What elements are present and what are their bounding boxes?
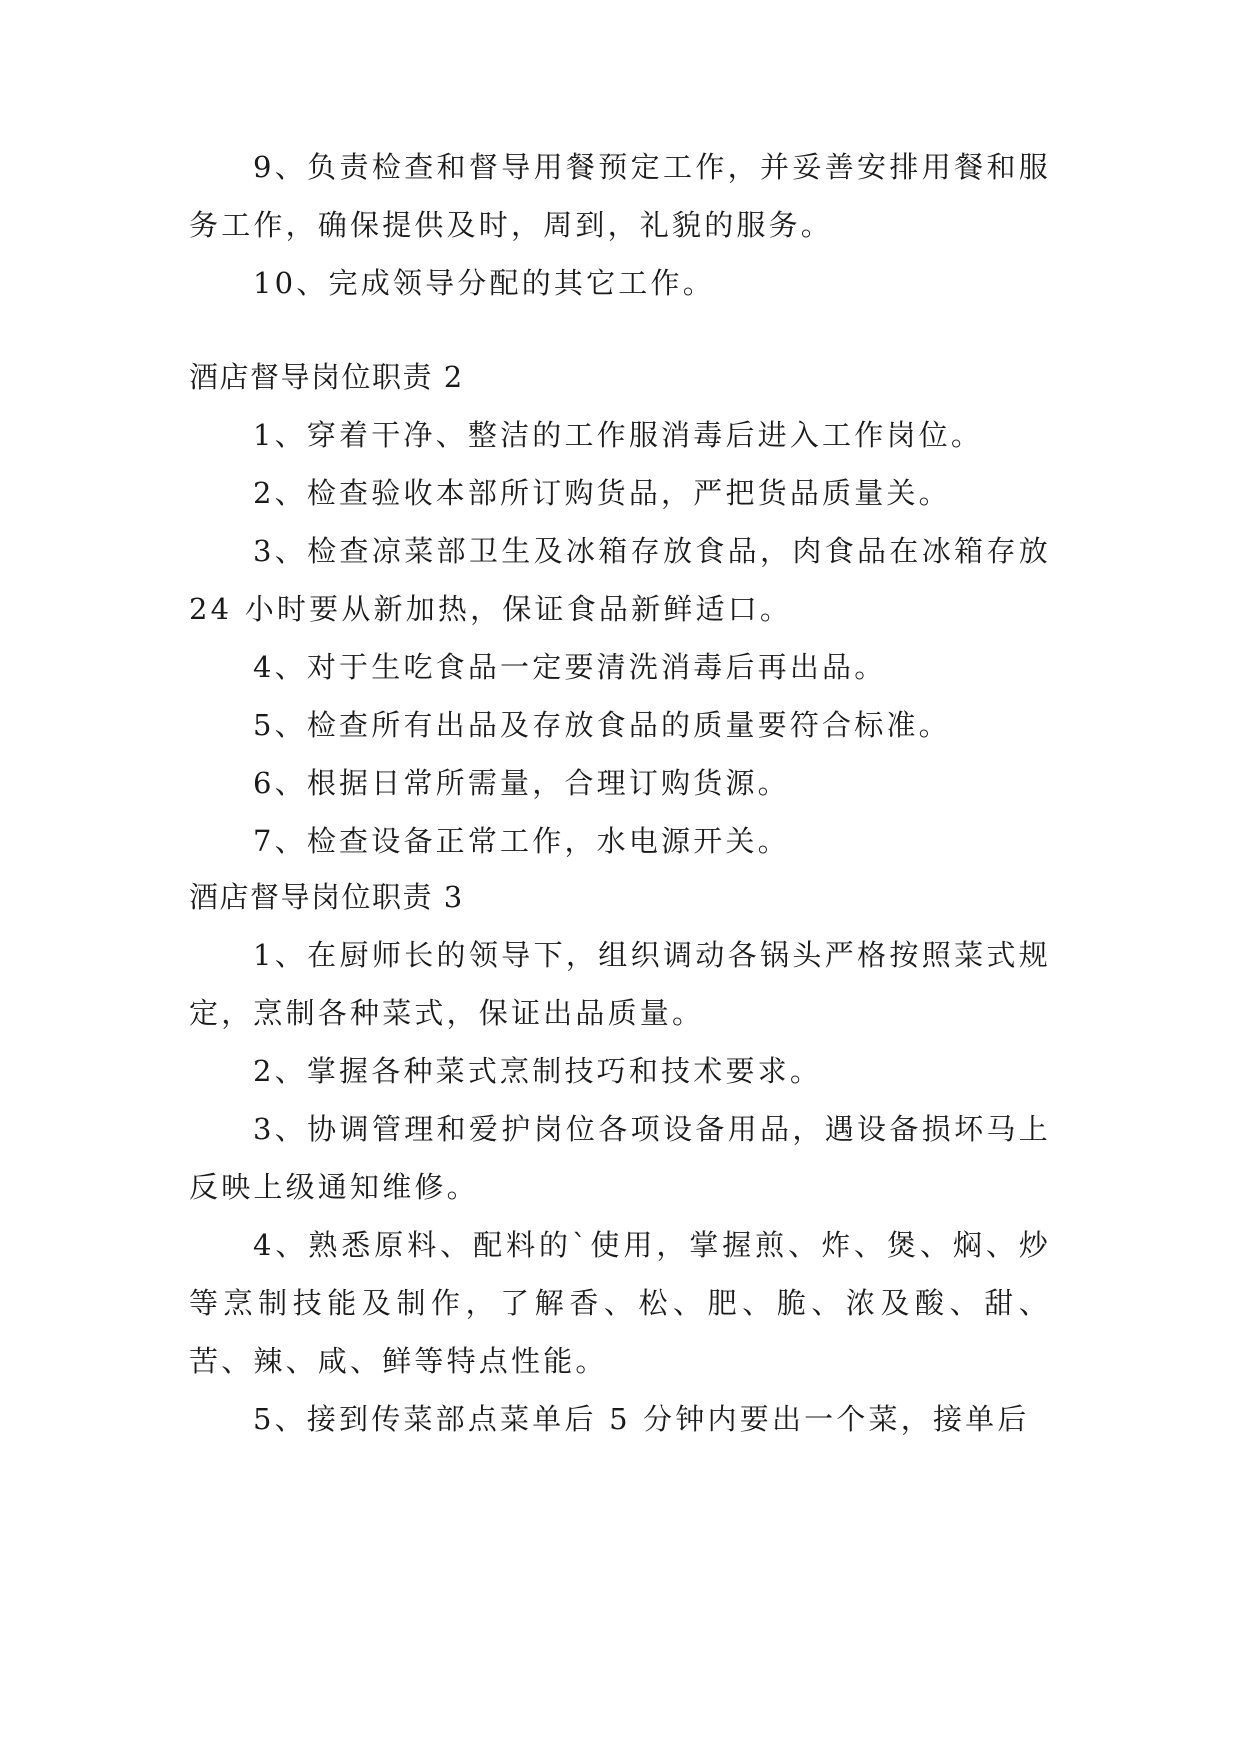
list-item: 5、检查所有出品及存放食品的质量要符合标准。 bbox=[253, 708, 951, 742]
list-item: 2、掌握各种菜式烹制技巧和技术要求。 bbox=[253, 1054, 823, 1088]
section-heading: 酒店督导岗位职责 2 bbox=[189, 360, 464, 394]
list-item: 10、完成领导分配的其它工作。 bbox=[253, 266, 715, 300]
section-1 bbox=[189, 138, 1051, 312]
list-item: 3、协调管理和爱护岗位各项设备用品，遇设备损坏马上反映上级通知维修。 bbox=[189, 1112, 1051, 1204]
list-item: 3、检查凉菜部卫生及冰箱存放食品，肉食品在冰箱存放 24 小时要从新加热，保证食品新鲜适口。 bbox=[189, 534, 1051, 626]
list-item: 1、在厨师长的领导下，组织调动各锅头严格按照菜式规定，烹制各种菜式，保证出品质量。 bbox=[189, 938, 1051, 1030]
list-item: 1、穿着干净、整洁的工作服消毒后进入工作岗位。 bbox=[253, 418, 984, 452]
list-item: 9、负责检查和督导用餐预定工作，并妥善安排用餐和服务工作，确保提供及时，周到，礼貌的服务。 bbox=[189, 150, 1051, 242]
list-item: 5、接到传菜部点菜单后 5 分钟内要出一个菜，接单后 bbox=[253, 1402, 1030, 1436]
section-heading: 酒店督导岗位职责 3 bbox=[189, 880, 464, 914]
list-item: 6、根据日常所需量，合理订购货源。 bbox=[253, 766, 790, 800]
list-item: 2、检查验收本部所订购货品，严把货品质量关。 bbox=[253, 476, 951, 510]
section-2 bbox=[189, 348, 1051, 870]
section-3 bbox=[189, 868, 1051, 1448]
list-item: 4、对于生吃食品一定要清洗消毒后再出品。 bbox=[253, 650, 887, 684]
list-item: 7、检查设备正常工作，水电源开关。 bbox=[253, 824, 790, 858]
list-item: 4、熟悉原料、配料的`使用，掌握煎、炸、煲、焖、炒等烹制技能及制作，了解香、松、肥、脆、浓及酸、甜、苦、辣、咸、鲜等特点性能。 bbox=[189, 1228, 1051, 1378]
